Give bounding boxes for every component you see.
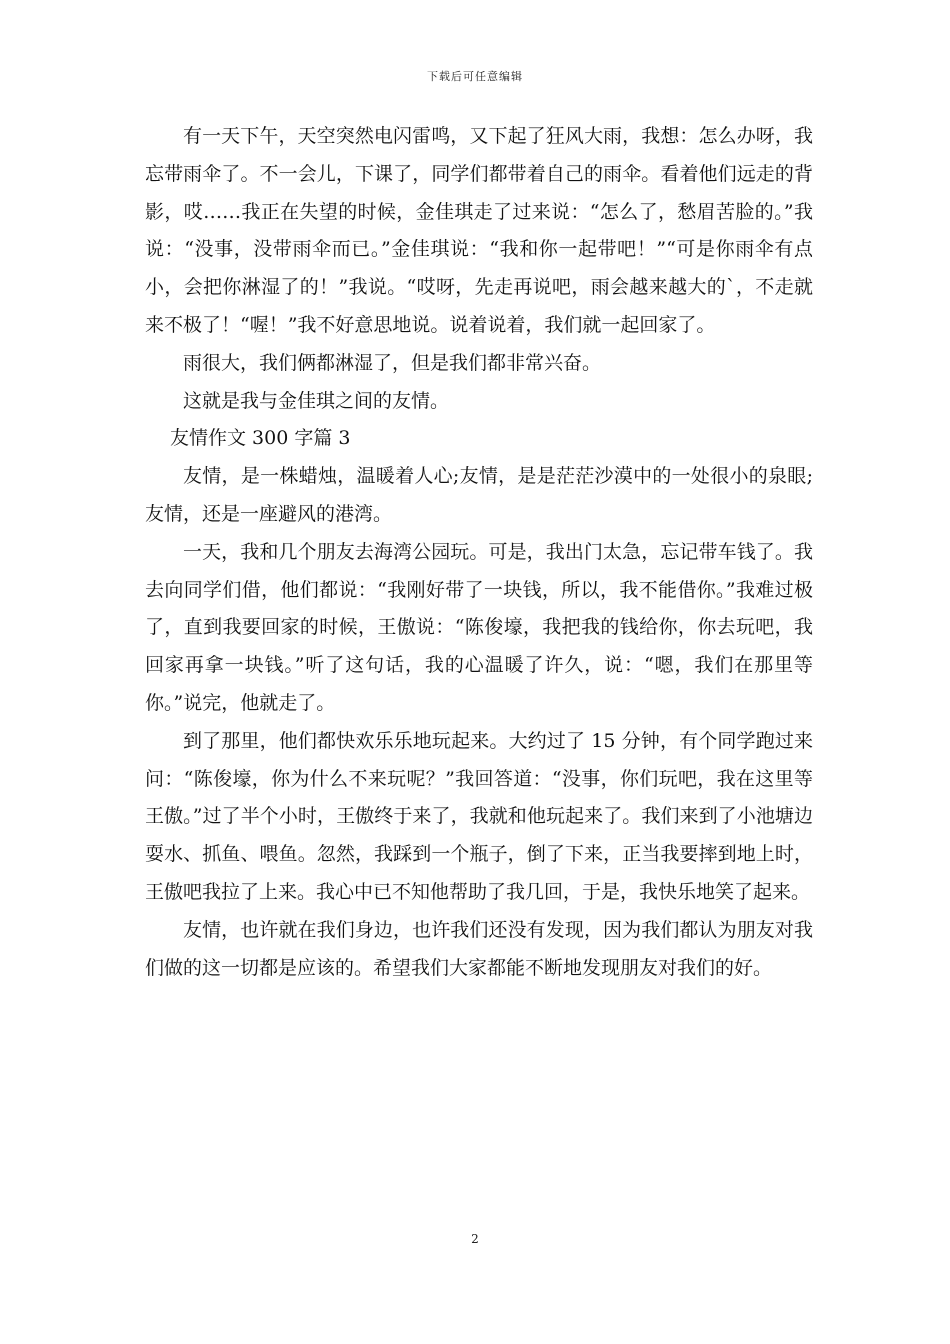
paragraph-friendship-metaphor: 友情，是一株蜡烛，温暖着人心;友情，是是茫茫沙漠中的一处很小的泉眼;友情，还是一座避风的港湾。 <box>145 465 813 525</box>
page-number: 2 <box>471 1232 479 1246</box>
section-heading: 友情作文 300 字篇 3 <box>170 427 351 450</box>
paragraph-park-trip: 一天，我和几个朋友去海湾公园玩。可是，我出门太急，忘记带车钱了。我去向同学们借，他们都说：“我刚好带了一块钱，所以，我不能借你。”我难过极了，直到我要回家的时候，王傲说：“陈俊壕，我把我的钱给你，你去玩吧，我回家再拿一块钱。”听了这句话，我的心温暖了许久，说：“嗯，我们在那里等你。”说完，他就走了。 <box>145 540 813 714</box>
paragraph-rainy-day: 有一天下午，天空突然电闪雷鸣，又下起了狂风大雨，我想：怎么办呀，我忘带雨伞了。不一会儿，下课了，同学们都带着自己的雨伞。看着他们远走的背影，哎……我正在失望的时候，金佳琪走了过来说：“怎么了，愁眉苦脸的。”我说：“没事，没带雨伞而已。”金佳琪说：“我和你一起带吧！”“可是你雨伞有点小，会把你淋湿了的！”我说。“哎呀，先走再说吧，雨会越来越大的`，不走就来不极了！“喔！”我不好意思地说。说着说着，我们就一起回家了。 <box>145 125 813 336</box>
paragraph-friendship-summary: 这就是我与金佳琪之间的友情。 <box>183 389 450 412</box>
paragraph-wet-but-excited: 雨很大，我们俩都淋湿了，但是我们都非常兴奋。 <box>183 351 602 374</box>
paragraph-playing-at-park: 到了那里，他们都快欢乐乐地玩起来。大约过了 15 分钟，有个同学跑过来问：“陈俊壕，你为什么不来玩呢？”我回答道：“没事，你们玩吧，我在这里等王傲。”过了半个小时，王傲终于来了，我就和他玩起来了。我们来到了小池塘边耍水、抓鱼、喂鱼。忽然，我踩到一个瓶子，倒了下来，正当我要摔到地上时，王傲吧我拉了上来。我心中已不知他帮助了我几回，于是，我快乐地笑了起来。 <box>145 729 813 903</box>
document-body <box>145 118 813 987</box>
page-header: 下载后可任意编辑 <box>427 70 523 83</box>
paragraph-conclusion: 友情，也许就在我们身边，也许我们还没有发现，因为我们都认为朋友对我们做的这一切都是应该的。希望我们大家都能不断地发现朋友对我们的好。 <box>145 918 813 979</box>
